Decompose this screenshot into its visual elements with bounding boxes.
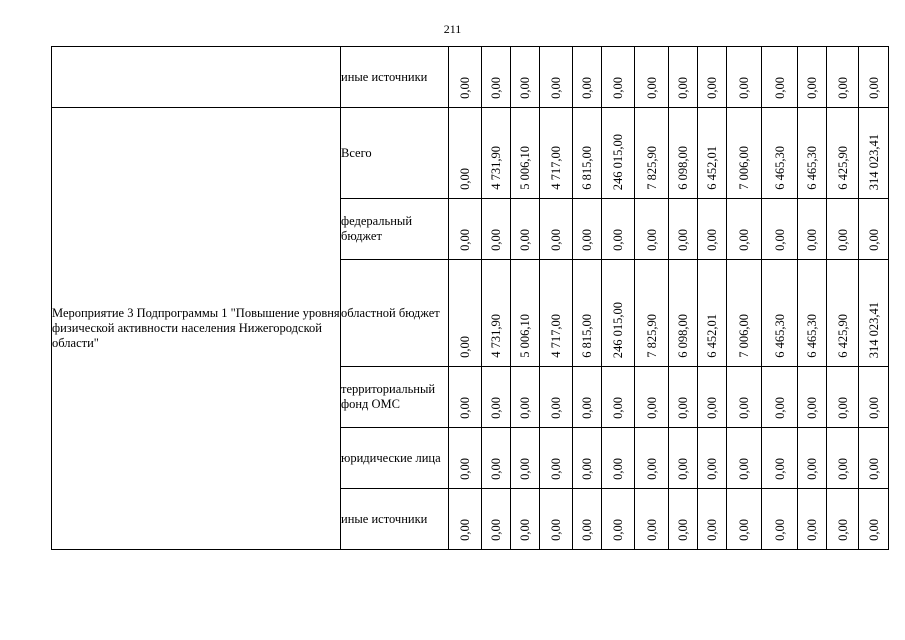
value-cell [798, 428, 827, 489]
value-cell [602, 260, 635, 367]
value-cell [859, 489, 889, 550]
value-cell [727, 260, 762, 367]
value-cell [635, 199, 669, 260]
value-cell [540, 428, 573, 489]
value-cell [669, 367, 698, 428]
value-text: 0,00 [610, 519, 625, 541]
value-text: 0,00 [644, 229, 659, 251]
value-text: 0,00 [804, 397, 819, 419]
value-text: 6 465,30 [772, 146, 787, 190]
value-text: 6 815,00 [579, 146, 594, 190]
value-text: 4 717,00 [548, 314, 563, 358]
value-cell [449, 489, 482, 550]
value-text: 0,00 [610, 458, 625, 480]
value-text: 0,00 [804, 519, 819, 541]
value-cell [540, 47, 573, 108]
value-cell [669, 489, 698, 550]
value-text: 0,00 [488, 397, 503, 419]
budget-table [51, 46, 889, 550]
value-cell [635, 108, 669, 199]
funding-source-cell: иные источники [341, 489, 449, 550]
value-cell [669, 260, 698, 367]
value-text: 5 006,10 [517, 146, 532, 190]
value-text: 4 731,90 [488, 314, 503, 358]
value-text: 0,00 [548, 519, 563, 541]
value-cell [698, 108, 727, 199]
value-text: 0,00 [736, 519, 751, 541]
funding-source-cell: федеральный бюджет [341, 199, 449, 260]
value-text: 0,00 [644, 397, 659, 419]
value-text: 0,00 [548, 229, 563, 251]
value-text: 314 023,41 [866, 301, 881, 358]
value-cell [669, 199, 698, 260]
value-text: 0,00 [548, 77, 563, 99]
value-text: 0,00 [610, 77, 625, 99]
value-text: 0,00 [835, 458, 850, 480]
value-text: 0,00 [704, 229, 719, 251]
value-text: 0,00 [644, 77, 659, 99]
value-cell [827, 367, 859, 428]
value-text: 5 006,10 [517, 314, 532, 358]
value-cell [635, 428, 669, 489]
value-cell [635, 47, 669, 108]
value-cell [449, 108, 482, 199]
value-text: 0,00 [866, 229, 881, 251]
value-cell [449, 367, 482, 428]
value-text: 0,00 [457, 519, 472, 541]
value-text: 0,00 [704, 519, 719, 541]
value-cell [727, 108, 762, 199]
value-text: 6 465,30 [772, 314, 787, 358]
value-text: 6 465,30 [804, 146, 819, 190]
value-text: 0,00 [579, 397, 594, 419]
value-cell [727, 47, 762, 108]
value-text: 0,00 [736, 229, 751, 251]
funding-source-cell: иные источники [341, 47, 449, 108]
value-cell [573, 47, 602, 108]
value-cell [798, 367, 827, 428]
value-text: 0,00 [488, 77, 503, 99]
value-text: 0,00 [517, 519, 532, 541]
value-cell [698, 47, 727, 108]
value-cell [762, 367, 798, 428]
value-cell [762, 428, 798, 489]
value-cell [449, 47, 482, 108]
value-cell [827, 199, 859, 260]
value-cell [602, 489, 635, 550]
event-name-cell: Мероприятие 3 Подпрограммы 1 "Повышение уровня физической активности населения Нижегородской области" [52, 108, 341, 550]
value-cell [727, 489, 762, 550]
event-cell [52, 47, 341, 108]
value-text: 0,00 [866, 519, 881, 541]
value-cell [859, 428, 889, 489]
value-text: 0,00 [736, 458, 751, 480]
value-cell [798, 199, 827, 260]
value-cell [482, 108, 511, 199]
value-text: 0,00 [835, 519, 850, 541]
value-text: 0,00 [548, 458, 563, 480]
value-cell [482, 428, 511, 489]
value-cell [602, 367, 635, 428]
value-cell [540, 108, 573, 199]
value-cell [482, 367, 511, 428]
value-text: 0,00 [835, 77, 850, 99]
value-cell [859, 108, 889, 199]
page-number: 211 [443, 22, 462, 36]
value-cell [635, 260, 669, 367]
value-text: 0,00 [579, 519, 594, 541]
value-text: 0,00 [517, 458, 532, 480]
value-cell [762, 199, 798, 260]
value-cell [669, 428, 698, 489]
value-text: 6 465,30 [804, 314, 819, 358]
value-cell [449, 428, 482, 489]
value-cell [482, 489, 511, 550]
value-cell [540, 260, 573, 367]
value-cell [727, 428, 762, 489]
funding-source-cell: областной бюджет [341, 260, 449, 367]
value-text: 246 015,00 [610, 133, 625, 190]
value-text: 7 825,90 [644, 314, 659, 358]
value-cell [669, 47, 698, 108]
value-text: 0,00 [610, 229, 625, 251]
value-cell [540, 367, 573, 428]
value-text: 7 006,00 [736, 314, 751, 358]
value-cell [573, 489, 602, 550]
value-cell [482, 260, 511, 367]
value-text: 0,00 [736, 77, 751, 99]
value-text: 0,00 [610, 397, 625, 419]
value-text: 0,00 [488, 519, 503, 541]
value-text: 0,00 [736, 397, 751, 419]
value-cell [602, 199, 635, 260]
value-text: 0,00 [488, 458, 503, 480]
value-cell [573, 428, 602, 489]
value-text: 0,00 [457, 229, 472, 251]
value-cell [511, 199, 540, 260]
value-text: 246 015,00 [610, 301, 625, 358]
value-text: 0,00 [644, 458, 659, 480]
value-text: 0,00 [548, 397, 563, 419]
value-text: 0,00 [772, 77, 787, 99]
value-cell [635, 367, 669, 428]
value-text: 0,00 [704, 77, 719, 99]
value-text: 0,00 [675, 77, 690, 99]
value-text: 6 425,90 [835, 314, 850, 358]
value-text: 6 098,00 [675, 146, 690, 190]
value-cell [762, 47, 798, 108]
value-cell [827, 428, 859, 489]
value-text: 0,00 [579, 229, 594, 251]
value-text: 0,00 [772, 458, 787, 480]
value-cell [827, 108, 859, 199]
value-text: 0,00 [517, 229, 532, 251]
value-cell [762, 260, 798, 367]
value-cell [573, 367, 602, 428]
value-cell [635, 489, 669, 550]
value-text: 0,00 [866, 458, 881, 480]
value-cell [859, 260, 889, 367]
value-text: 0,00 [457, 397, 472, 419]
value-cell [482, 47, 511, 108]
value-text: 0,00 [804, 458, 819, 480]
value-text: 0,00 [804, 229, 819, 251]
value-text: 7 006,00 [736, 146, 751, 190]
funding-source-cell: юридические лица [341, 428, 449, 489]
value-cell [449, 260, 482, 367]
value-cell [482, 199, 511, 260]
value-cell [602, 108, 635, 199]
value-cell [827, 47, 859, 108]
value-cell [573, 260, 602, 367]
value-cell [698, 199, 727, 260]
value-text: 0,00 [579, 458, 594, 480]
value-text: 0,00 [835, 397, 850, 419]
value-cell [511, 47, 540, 108]
value-text: 6 452,01 [704, 314, 719, 358]
value-text: 0,00 [704, 397, 719, 419]
value-text: 0,00 [644, 519, 659, 541]
value-text: 6 098,00 [675, 314, 690, 358]
value-text: 0,00 [579, 77, 594, 99]
value-cell [602, 47, 635, 108]
value-cell [540, 199, 573, 260]
value-cell [449, 199, 482, 260]
value-cell [762, 108, 798, 199]
value-cell [859, 199, 889, 260]
value-cell [511, 260, 540, 367]
value-text: 0,00 [457, 77, 472, 99]
value-text: 0,00 [457, 458, 472, 480]
value-text: 0,00 [772, 229, 787, 251]
value-cell [827, 489, 859, 550]
value-cell [698, 260, 727, 367]
value-text: 0,00 [866, 397, 881, 419]
value-text: 0,00 [457, 168, 472, 190]
value-cell [698, 367, 727, 428]
value-text: 0,00 [804, 77, 819, 99]
value-cell [511, 108, 540, 199]
value-text: 0,00 [675, 397, 690, 419]
value-text: 7 825,90 [644, 146, 659, 190]
value-text: 0,00 [675, 519, 690, 541]
value-text: 0,00 [675, 229, 690, 251]
value-text: 6 815,00 [579, 314, 594, 358]
value-cell [698, 489, 727, 550]
value-cell [798, 260, 827, 367]
value-cell [511, 367, 540, 428]
value-cell [827, 260, 859, 367]
value-cell [602, 428, 635, 489]
value-text: 314 023,41 [866, 133, 881, 190]
table-row [52, 47, 889, 108]
value-text: 0,00 [704, 458, 719, 480]
value-cell [669, 108, 698, 199]
value-text: 6 425,90 [835, 146, 850, 190]
value-text: 0,00 [457, 336, 472, 358]
value-cell [798, 108, 827, 199]
value-cell [540, 489, 573, 550]
value-cell [798, 47, 827, 108]
value-cell [511, 428, 540, 489]
value-cell [859, 367, 889, 428]
value-text: 0,00 [675, 458, 690, 480]
value-cell [727, 367, 762, 428]
value-cell [573, 108, 602, 199]
value-cell [698, 428, 727, 489]
value-text: 0,00 [488, 229, 503, 251]
value-cell [727, 199, 762, 260]
value-text: 0,00 [517, 397, 532, 419]
table-row [52, 108, 889, 199]
funding-source-cell: Всего [341, 108, 449, 199]
value-text: 0,00 [866, 77, 881, 99]
value-cell [762, 489, 798, 550]
value-cell [511, 489, 540, 550]
value-text: 0,00 [772, 519, 787, 541]
funding-source-cell: территориальный фонд ОМС [341, 367, 449, 428]
value-text: 0,00 [517, 77, 532, 99]
value-cell [573, 199, 602, 260]
value-text: 4 717,00 [548, 146, 563, 190]
value-text: 0,00 [835, 229, 850, 251]
value-cell [798, 489, 827, 550]
value-text: 6 452,01 [704, 146, 719, 190]
value-text: 4 731,90 [488, 146, 503, 190]
value-cell [859, 47, 889, 108]
value-text: 0,00 [772, 397, 787, 419]
